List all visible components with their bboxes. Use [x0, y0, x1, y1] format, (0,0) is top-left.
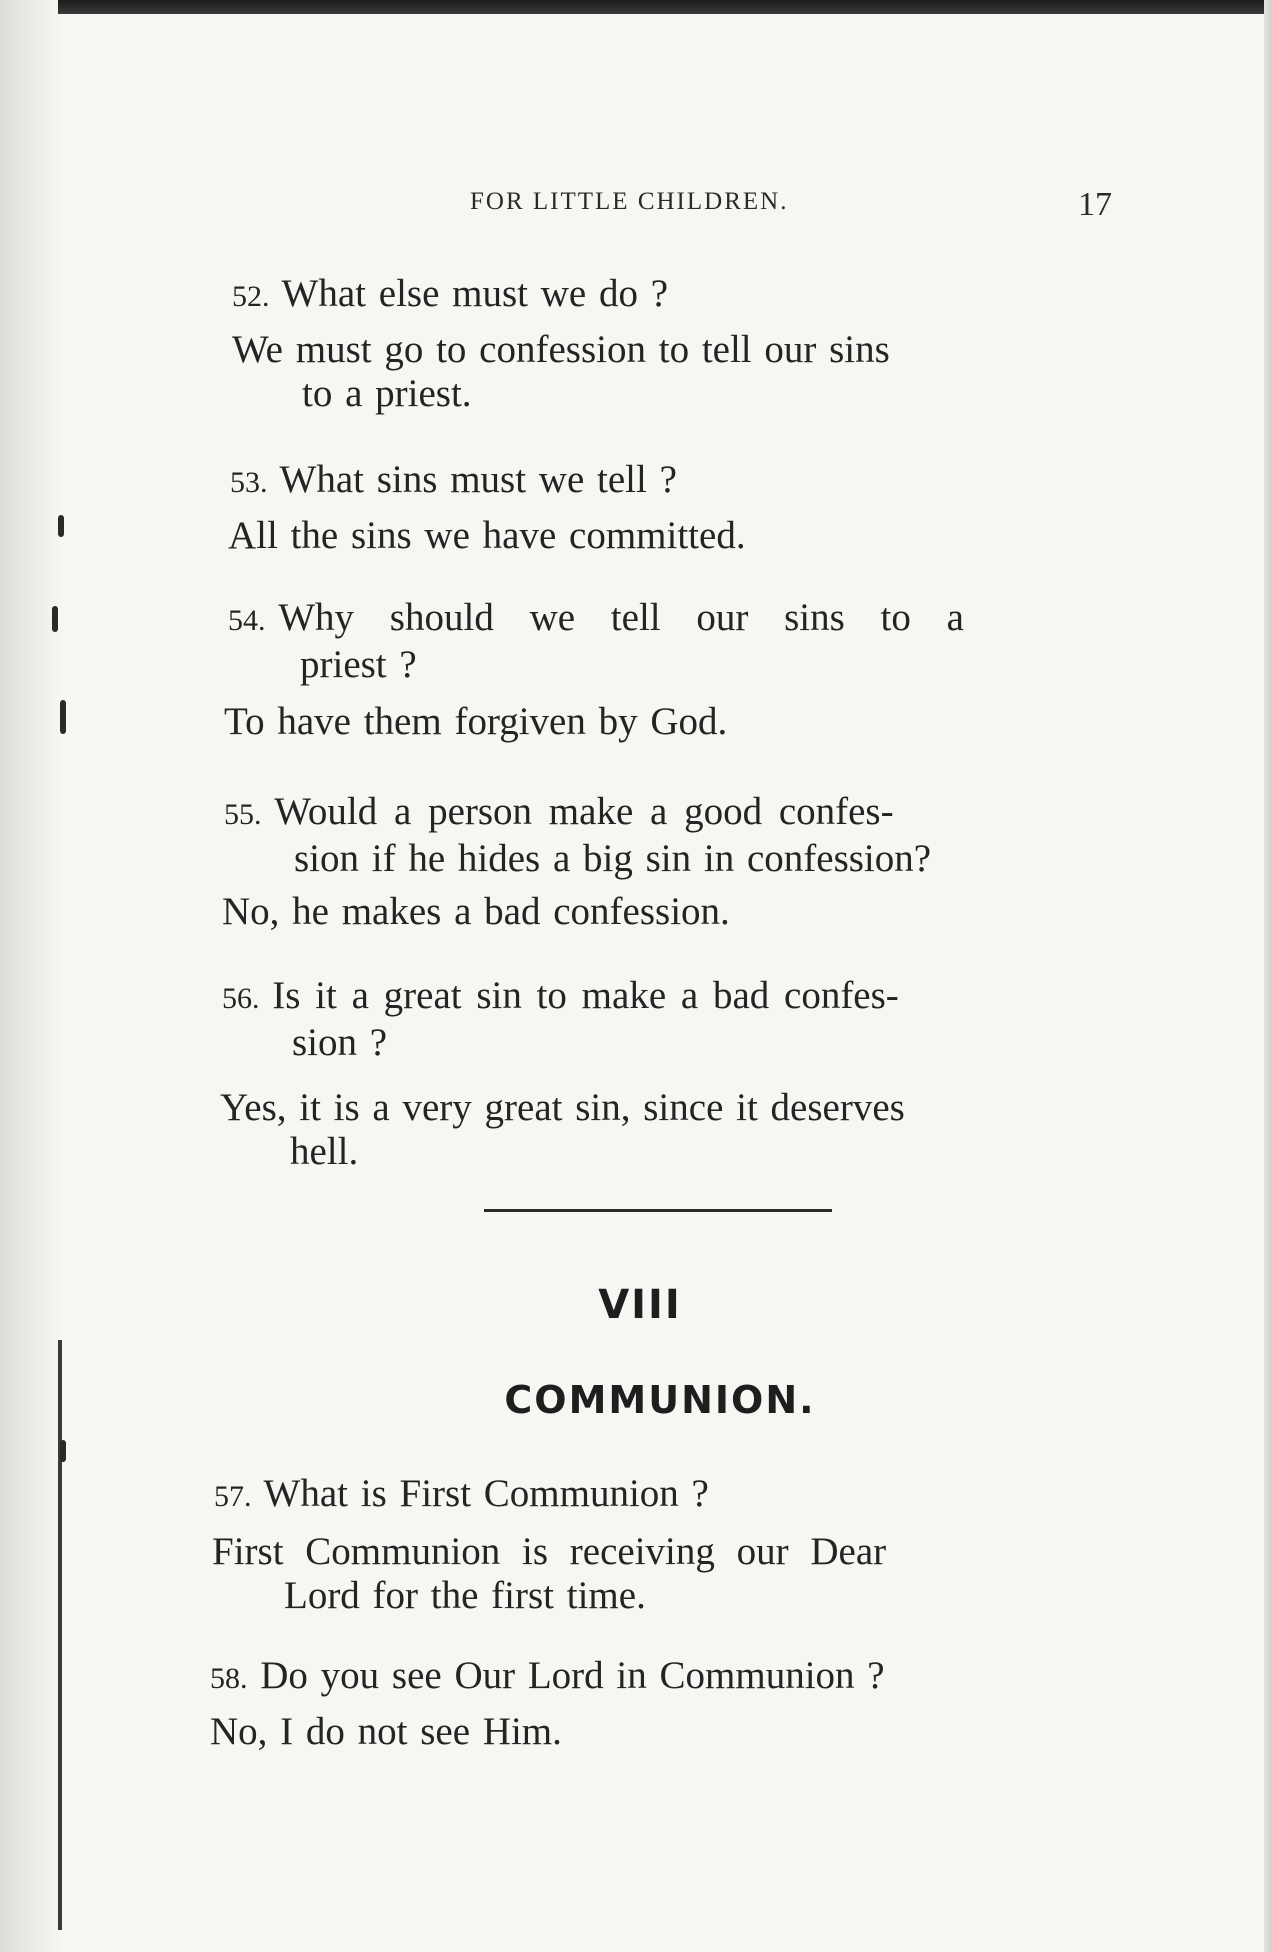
- answer-text-continued: hell.: [290, 1130, 359, 1173]
- question-number: 57.: [214, 1480, 252, 1513]
- question-number: 55.: [224, 798, 262, 831]
- page-number: 17: [1078, 186, 1112, 223]
- question-text-continued: priest ?: [300, 643, 417, 686]
- question-text-continued: sion if he hides a big sin in confession?: [294, 837, 932, 880]
- question-line: [210, 1654, 1110, 1701]
- answer-text-continued: Lord for the first time.: [284, 1574, 646, 1617]
- question-text: Why should we tell our sins to a: [278, 596, 964, 639]
- question-number: 58.: [210, 1662, 248, 1695]
- question-text: What is First Communion ?: [263, 1472, 709, 1515]
- question-text-continued: sion ?: [292, 1021, 388, 1064]
- question-block: [214, 1472, 1114, 1519]
- section-number: VIII: [598, 1282, 682, 1328]
- answer-text: Yes, it is a very great sin, since it deserves: [220, 1086, 905, 1129]
- answer-block: [210, 1710, 1110, 1754]
- question-block: [210, 1654, 1110, 1701]
- answer-text: To have them forgiven by God.: [224, 700, 728, 743]
- question-text: Would a person make a good confes-: [274, 790, 894, 833]
- question-number: 52.: [232, 280, 270, 313]
- question-line: [214, 1472, 1114, 1519]
- question-text: Do you see Our Lord in Communion ?: [260, 1654, 885, 1697]
- answer-text: All the sins we have committed.: [228, 514, 746, 557]
- question-number: 56.: [222, 982, 260, 1015]
- answer-text: No, I do not see Him.: [210, 1710, 562, 1753]
- answer-block: [212, 1530, 1112, 1618]
- running-head: FOR LITTLE CHILDREN.: [470, 188, 789, 215]
- question-text: What else must we do ?: [281, 272, 669, 315]
- question-text: What sins must we tell ?: [279, 458, 677, 501]
- answer-text: First Communion is receiving our Dear: [212, 1530, 887, 1573]
- answer-text: We must go to confession to tell our sins: [232, 328, 890, 371]
- question-number: 53.: [230, 466, 268, 499]
- answer-text: No, he makes a bad confession.: [222, 890, 730, 933]
- question-number: 54.: [228, 604, 266, 637]
- section-title: COMMUNION.: [504, 1378, 816, 1422]
- question-text: Is it a great sin to make a bad confes-: [272, 974, 899, 1017]
- answer-text-continued: to a priest.: [302, 372, 472, 415]
